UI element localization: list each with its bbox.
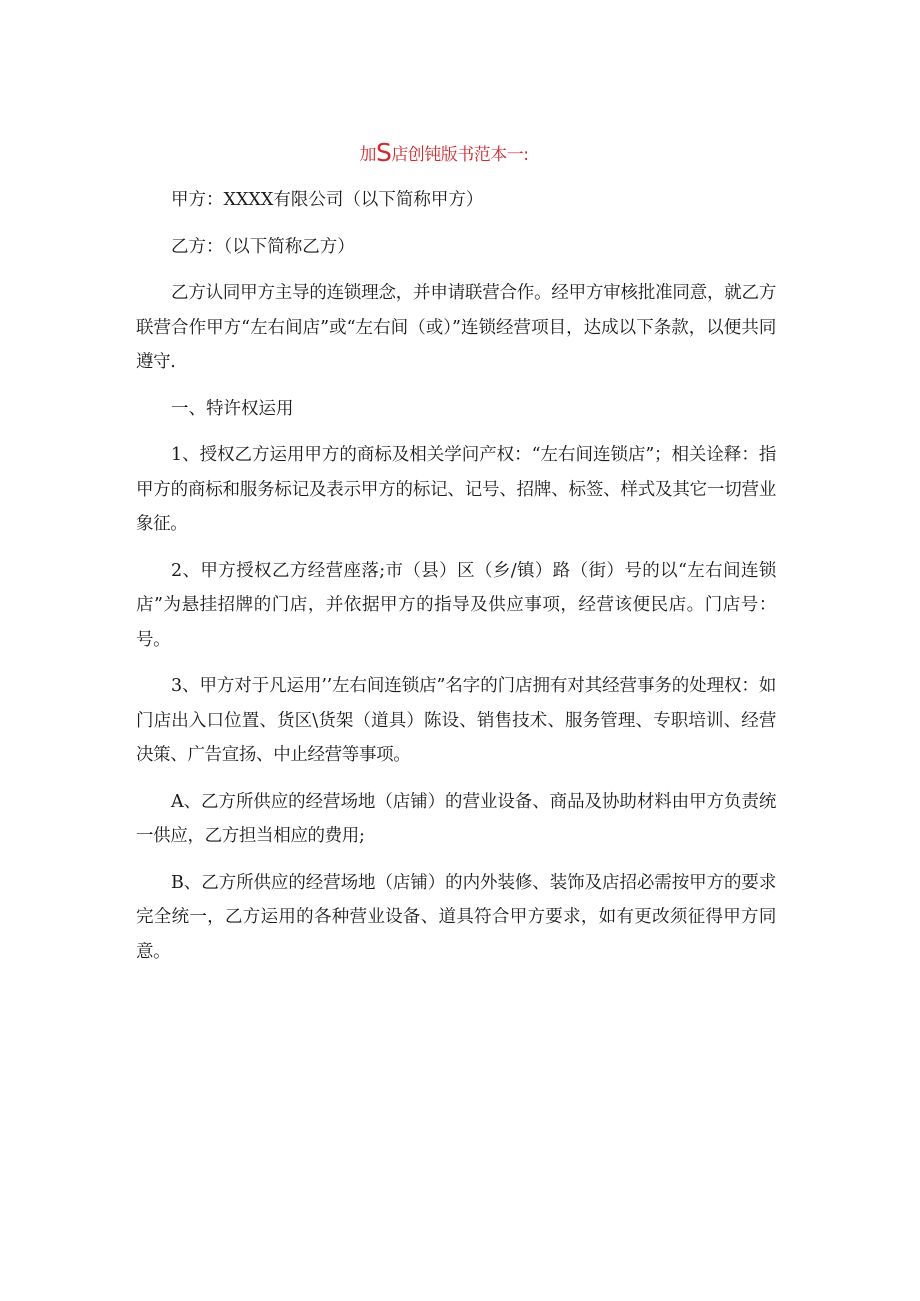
- document-title: [0, 138, 888, 170]
- clause-1: 1、授权乙方运用甲方的商标及相关学问产权：“左右间连锁店”；相关诠释：指甲方的商标和服务标记及表示甲方的标记、记号、招牌、标签、样式及其它一切营业象征。: [136, 445, 776, 534]
- document-body: [136, 183, 776, 981]
- clause-a: A、乙方所供应的经营场地（店铺）的营业设备、商品及协助材料由甲方负责统一供应，乙方担当相应的费用;: [136, 791, 776, 846]
- clause-3: 3、甲方对于凡运用’’左右间连锁店”名字的门店拥有对其经营事务的处理权：如门店出入口位置、货区\货架（道具）陈设、销售技术、服务管理、专职培训、经营决策、广告宣扬、中止经营等事项。: [136, 676, 776, 765]
- title-suffix: 店创钝版书范本一:: [391, 145, 529, 165]
- intro-paragraph: 乙方认同甲方主导的连锁理念，并申请联营合作。经甲方审核批准同意，就乙方联营合作甲方“左右间店”或“左右间（或）”连锁经营项目，达成以下条款，以便共同遵守.: [136, 283, 776, 372]
- clause-b: B、乙方所供应的经营场地（店铺）的内外装修、装饰及店招必需按甲方的要求完全统一，乙方运用的各种营业设备、道具符合甲方要求，如有更改须征得甲方同意。: [136, 872, 776, 962]
- section-heading-franchise: 一、特许权运用: [171, 398, 294, 419]
- title-prefix: 加: [359, 145, 376, 165]
- title-big-letter: S: [375, 138, 392, 167]
- clause-2: 2、甲方授权乙方经营座落;市（县）区（乡/镇）路（街）号的以“左右间连锁店”为悬挂招牌的门店，并依据甲方的指导及供应事项，经营该便民店。门店号：号。: [136, 560, 776, 650]
- party-b-line: 乙方：（以下简称乙方）: [171, 236, 355, 257]
- party-a-line: 甲方：XXXX有限公司（以下简称甲方）: [171, 190, 484, 210]
